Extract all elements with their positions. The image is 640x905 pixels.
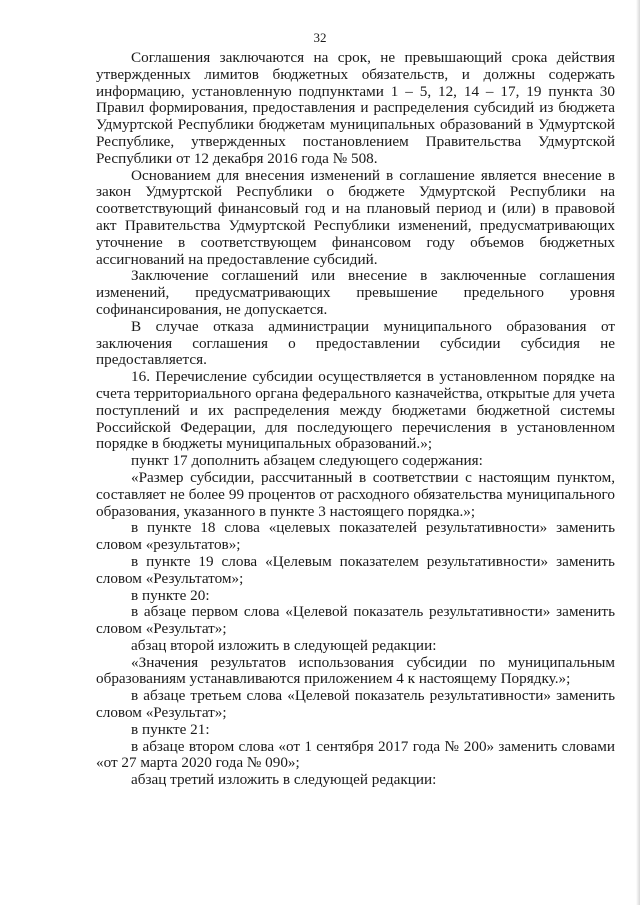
paragraph-item-21-intro: в пункте 21: (131, 720, 210, 738)
paragraph-item-21-second: в абзаце втором слова «от 1 сентября 2017 года № 200» заменить словами «от 27 марта 2020 года № 090»; (96, 737, 615, 772)
paragraph-cofinancing-limit: Заключение соглашений или внесение в заключенные соглашения изменений, предусматривающих превышение предельного уровня софинансирования, не допускается. (96, 267, 615, 318)
paragraph-amendment-grounds: Основанием для внесения изменений в соглашение является внесение в закон Удмуртской Республики о бюджете Удмуртской Республики на соответствующий финансовый год и на плановый период и (или) в правовой акт Правительства Удмуртской Республики изменений, предусматривающих уточнение в соответствующем финансовом году объемов бюджетных ассигнований на предоставление субсидий. (96, 166, 615, 268)
document-body (96, 50, 615, 789)
paragraph-item-18: в пункте 18 слова «целевых показателей результативности» заменить словом «результатов»; (96, 519, 615, 554)
paragraph-item-16: 16. Перечисление субсидии осуществляется в установленном порядке на счета территориального органа федерального казначейства, открытые для учета поступлений и их распределения между бюджетами бюджетной системы Российской Федерации, для последующего перечисления в установленном порядке в бюджеты муниципальных образований.»; (96, 368, 615, 453)
paragraph-item-20-second-intro: абзац второй изложить в следующей редакции: (131, 636, 437, 654)
page-number: 32 (313, 30, 327, 45)
paragraph-item-20-intro: в пункте 20: (131, 586, 210, 604)
paragraph-item-17-text: «Размер субсидии, рассчитанный в соответствии с настоящим пунктом, составляет не более 99 процентов от расходного обязательства муниципального образования, указанного в пункте 3 настоящего порядка.»; (96, 468, 615, 520)
paragraph-item-21-third-intro: абзац третий изложить в следующей редакции: (131, 771, 437, 789)
paragraph-item-19: в пункте 19 слова «Целевым показателем результативности» заменить словом «Результатом»; (96, 552, 615, 587)
paragraph-item-17-intro: пункт 17 дополнить абзацем следующего содержания: (131, 452, 483, 470)
paragraph-agreement-term: Соглашения заключаются на срок, не превышающий срока действия утвержденных лимитов бюджетных обязательств, и должны содержать информацию, установленную подпунктами 1 – 5, 12, 14 – 17, 19 пункта 30 Правил формирования, предоставления и распределения субсидий из бюджета Удмуртской Республики бюджетам муниципальных образований в Удмуртской Республике, утвержденных постановлением Правительства Удмуртской Республики от 12 декабря 2016 года № 508. (96, 49, 615, 167)
paragraph-item-20-third: в абзаце третьем слова «Целевой показатель результативности» заменить словом «Результат»; (96, 687, 615, 722)
page-edge-shadow (636, 0, 640, 905)
paragraph-refusal: В случае отказа администрации муниципального образования от заключения соглашения о предоставлении субсидии субсидия не предоставляется. (96, 317, 615, 369)
paragraph-item-20-first: в абзаце первом слова «Целевой показатель результативности» заменить словом «Результат»; (96, 603, 615, 638)
paragraph-item-20-second-text: «Значения результатов использования субсидии по муниципальным образованиям устанавливаются приложением 4 к настоящему Порядку.»; (96, 653, 615, 688)
